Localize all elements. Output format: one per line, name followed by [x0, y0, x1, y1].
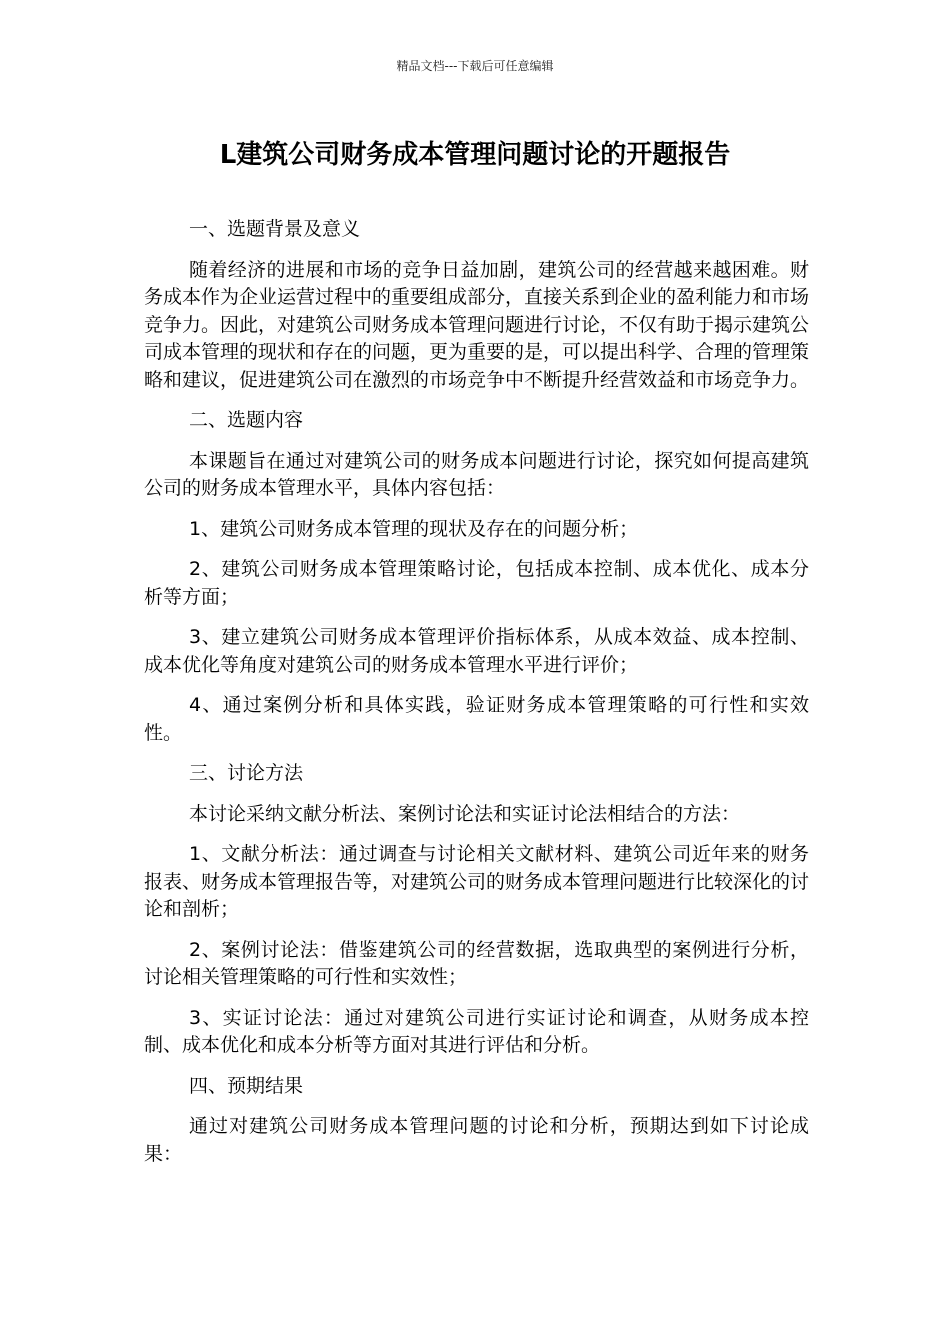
list-item-content-4: 4、通过案例分析和具体实践，验证财务成本管理策略的可行性和实效性。 — [144, 694, 809, 744]
section-heading-methods: 三、讨论方法 — [189, 762, 304, 784]
paragraph-methods-intro: 本讨论采纳文献分析法、案例讨论法和实证讨论法相结合的方法： — [189, 802, 741, 825]
list-item-content-3: 3、建立建筑公司财务成本管理评价指标体系，从成本效益、成本控制、成本优化等角度对建筑公司的财务成本管理水平进行评价； — [144, 626, 809, 676]
paragraph-content-intro: 本课题旨在通过对建筑公司的财务成本问题进行讨论，探究如何提高建筑公司的财务成本管理水平，具体内容包括： — [144, 449, 809, 499]
paragraph-background: 随着经济的进展和市场的竞争日益加剧，建筑公司的经营越来越困难。财务成本作为企业运营过程中的重要组成部分，直接关系到企业的盈利能力和市场竞争力。因此，对建筑公司财务成本管理问题进行讨论，不仅有助于揭示建筑公司成本管理的现状和存在的问题，更为重要的是，可以提出科学、合理的管理策略和建议，促进建筑公司在激烈的市场竞争中不断提升经营效益和市场竞争力。 — [144, 258, 810, 391]
list-item-method-2: 2、案例讨论法：借鉴建筑公司的经营数据，选取典型的案例进行分析，讨论相关管理策略的可行性和实效性； — [144, 938, 809, 988]
document-title: L建筑公司财务成本管理问题讨论的开题报告 — [219, 140, 731, 170]
paragraph-expected-results: 通过对建筑公司财务成本管理问题的讨论和分析，预期达到如下讨论成果： — [144, 1115, 809, 1165]
section-heading-expected-results: 四、预期结果 — [189, 1074, 304, 1097]
list-item-method-1: 1、文献分析法：通过调查与讨论相关文献材料、建筑公司近年来的财务报表、财务成本管理报告等，对建筑公司的财务成本管理问题进行比较深化的讨论和剖析； — [144, 843, 810, 920]
list-item-content-1: 1、建筑公司财务成本管理的现状及存在的问题分析； — [189, 517, 639, 540]
list-item-content-2: 2、建筑公司财务成本管理策略讨论，包括成本控制、成本优化、成本分析等方面； — [144, 558, 809, 608]
header-note: 精品文档---下载后可任意编辑 — [396, 59, 554, 73]
section-heading-background: 一、选题背景及意义 — [189, 218, 361, 240]
section-heading-content: 二、选题内容 — [189, 409, 304, 431]
document-body — [144, 216, 809, 1181]
list-item-method-3: 3、实证讨论法：通过对建筑公司进行实证讨论和调查，从财务成本控制、成本优化和成本分析等方面对其进行评估和分析。 — [144, 1006, 809, 1056]
